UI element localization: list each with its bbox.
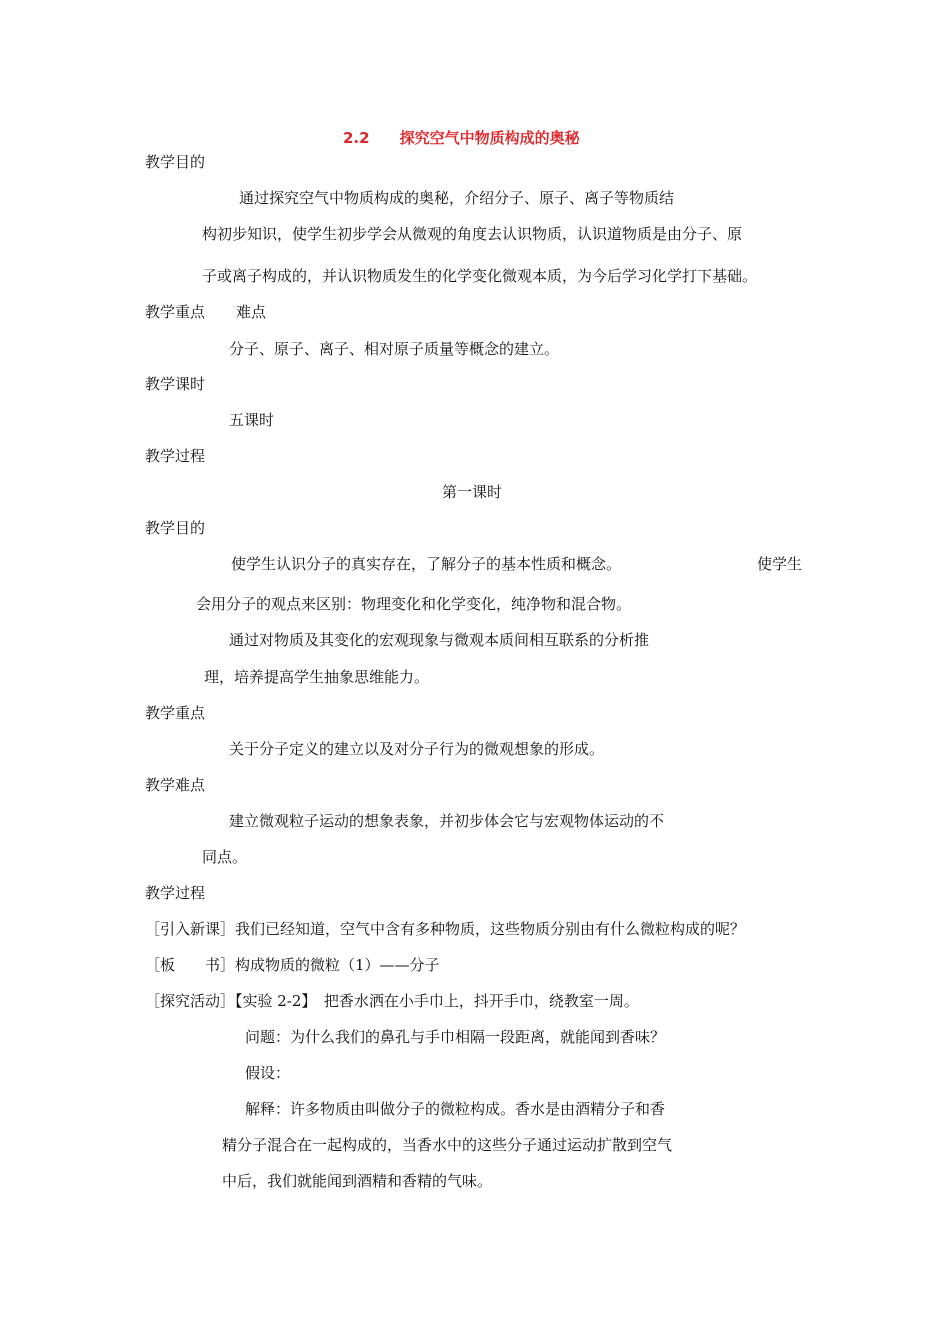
- paragraph-line: 建立微观粒子运动的想象表象，并初步体会它与宏观物体运动的不: [229, 812, 665, 830]
- title-number: 2.2: [343, 129, 370, 147]
- paragraph-line: 中后，我们就能闻到酒精和香精的气味。: [222, 1172, 493, 1190]
- paragraph-line: 使学生: [757, 555, 803, 573]
- heading-key-points: 教学重点: [145, 303, 206, 321]
- heading-difficulties: 教学难点: [145, 776, 206, 794]
- paragraph-line: ［引入新课］我们已经知道，空气中含有多种物质，这些物质分别由有什么微粒构成的呢？: [145, 920, 746, 938]
- section-title-first-lesson: 第一课时: [442, 483, 503, 501]
- heading-difficulties: 难点: [236, 303, 267, 321]
- paragraph-line: 同点。: [202, 848, 248, 866]
- paragraph-line: 假设：: [245, 1064, 291, 1082]
- paragraph-line: 关于分子定义的建立以及对分子行为的微观想象的形成。: [229, 740, 605, 758]
- paragraph-line: 理，培养提高学生抽象思维能力。: [204, 668, 430, 686]
- heading-teaching-goal: 教学目的: [145, 153, 206, 171]
- paragraph-line: ［探究活动］【实验 2-2】 把香水洒在小手巾上，抖开手巾，绕教室一周。: [145, 992, 639, 1010]
- paragraph-line: ［板 书］构成物质的微粒（1）——分子: [145, 956, 440, 974]
- paragraph-line: 精分子混合在一起构成的，当香水中的这些分子通过运动扩散到空气: [222, 1136, 673, 1154]
- heading-teaching-goal: 教学目的: [145, 519, 206, 537]
- paragraph-line: 会用分子的观点来区别：物理变化和化学变化，纯净物和混合物。: [196, 595, 632, 613]
- paragraph-line: 通过探究空气中物质构成的奥秘，介绍分子、原子、离子等物质结: [239, 189, 675, 207]
- paragraph-line: 子或离子构成的，并认识物质发生的化学变化微观本质，为今后学习化学打下基础。: [202, 267, 758, 285]
- document-title: [343, 128, 580, 148]
- title-text: 探究空气中物质构成的奥秘: [399, 129, 580, 147]
- paragraph-line: 解释：许多物质由叫做分子的微粒构成。香水是由酒精分子和香: [245, 1100, 666, 1118]
- paragraph-line: 构初步知识，使学生初步学会从微观的角度去认识物质，认识道物质是由分子、原: [202, 225, 743, 243]
- heading-teaching-process: 教学过程: [145, 447, 206, 465]
- heading-class-hours: 教学课时: [145, 375, 206, 393]
- paragraph-line: 通过对物质及其变化的宏观现象与微观本质间相互联系的分析推: [229, 631, 650, 649]
- heading-teaching-process: 教学过程: [145, 884, 206, 902]
- heading-key-points: 教学重点: [145, 704, 206, 722]
- paragraph-line: 问题：为什么我们的鼻孔与手巾相隔一段距离，就能闻到香味？: [245, 1028, 666, 1046]
- paragraph-line: 五课时: [229, 411, 275, 429]
- paragraph-line: 分子、原子、离子、相对原子质量等概念的建立。: [229, 340, 560, 358]
- paragraph-line: 使学生认识分子的真实存在，了解分子的基本性质和概念。: [231, 555, 622, 573]
